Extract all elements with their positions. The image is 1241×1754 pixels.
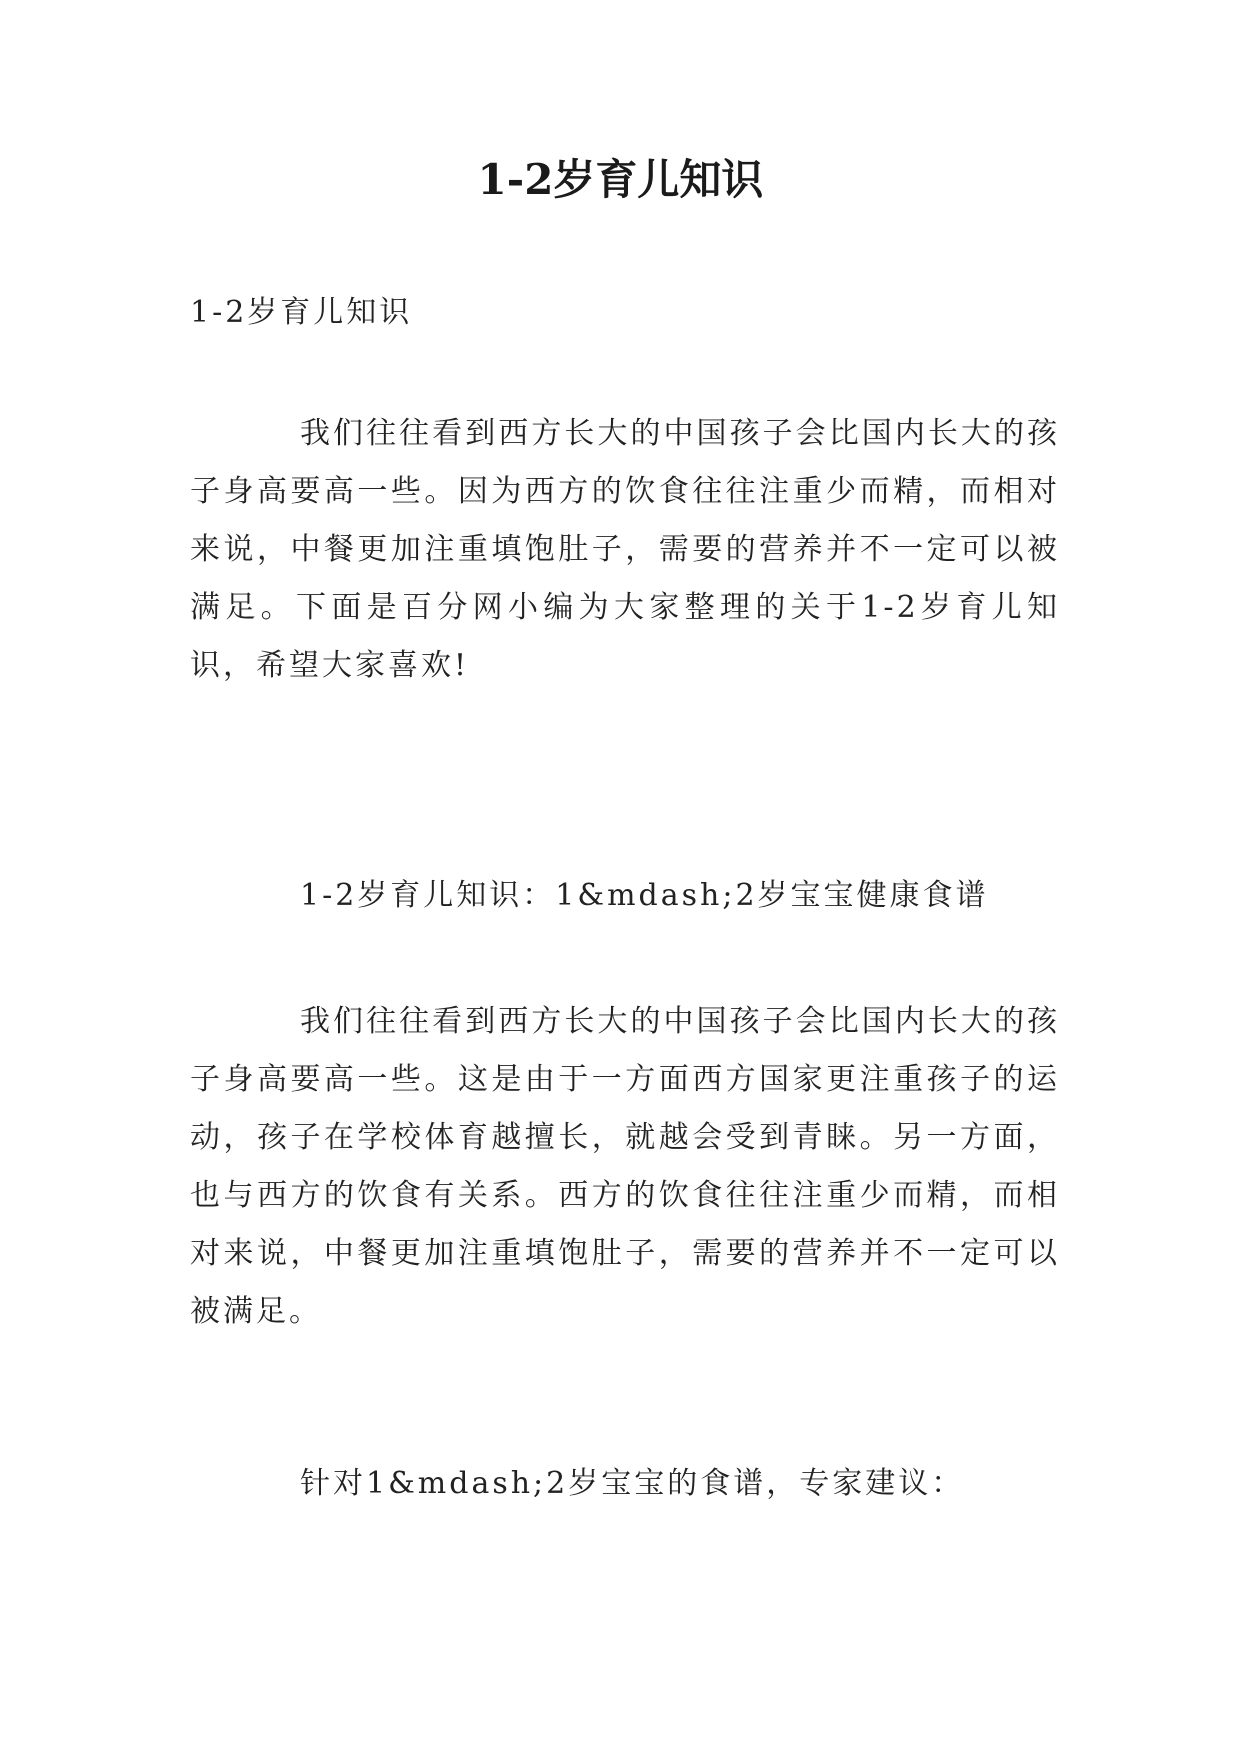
section-heading: 1-2岁育儿知识：1&mdash;2岁宝宝健康食谱: [300, 878, 989, 913]
section-paragraph: 我们往往看到西方长大的中国孩子会比国内长大的孩子身高要高一些。这是由于一方面西方国家更注重孩子的运动，孩子在学校体育越擅长，就越会受到青睐。另一方面，也与西方的饮食有关系。西方的饮食往往注重少而精，而相对来说，中餐更加注重填饱肚子，需要的营养并不一定可以被满足。: [190, 1004, 1060, 1329]
document-subtitle: 1-2岁育儿知识: [190, 295, 413, 330]
intro-paragraph: 我们往往看到西方长大的中国孩子会比国内长大的孩子身高要高一些。因为西方的饮食往往注重少而精，而相对来说，中餐更加注重填饱肚子，需要的营养并不一定可以被满足。下面是百分网小编为大家整理的关于1-2岁育儿知识，希望大家喜欢!: [190, 416, 1060, 683]
document-title: 1-2岁育儿知识: [477, 155, 764, 204]
advice-heading: 针对1&mdash;2岁宝宝的食谱，专家建议：: [300, 1466, 965, 1501]
